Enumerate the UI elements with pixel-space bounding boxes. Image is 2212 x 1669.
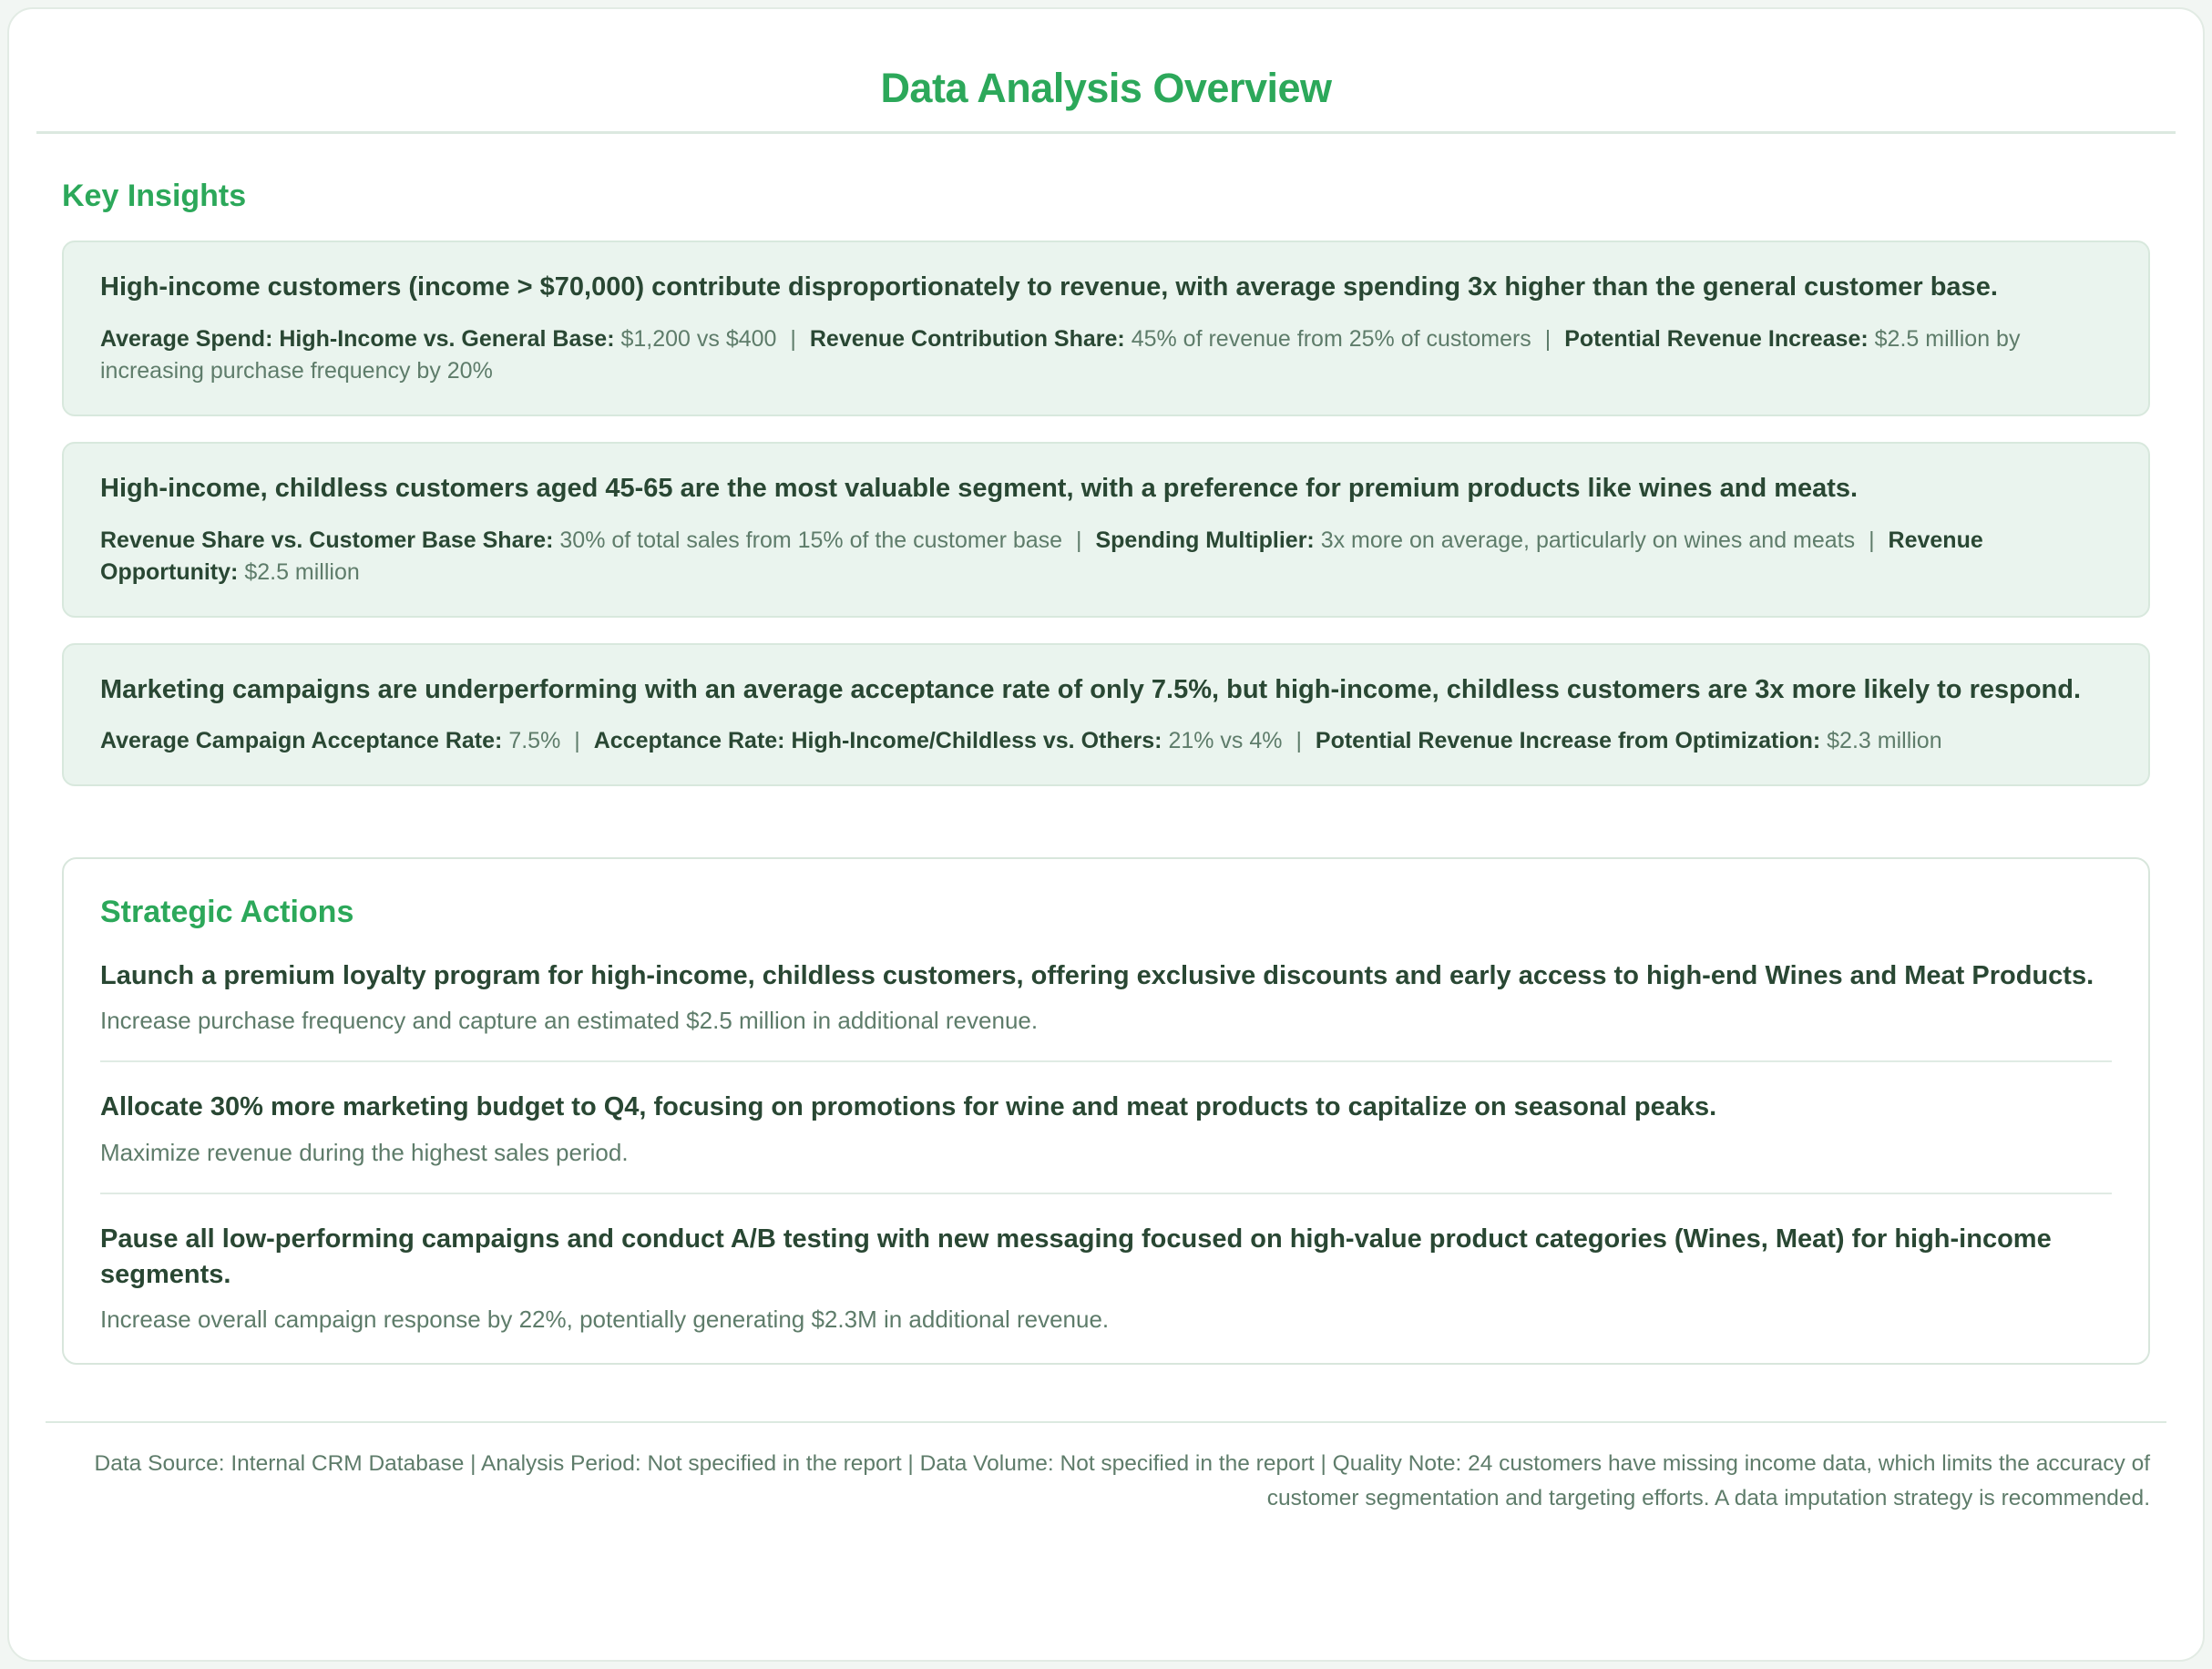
insight-title: High-income customers (income > $70,000) contribute disproportionately to revenue, with average spending 3x higher than the general customer base. bbox=[100, 271, 1998, 302]
metric-value: 21% vs 4% bbox=[1168, 728, 1283, 754]
metric-value: 7.5% bbox=[508, 728, 561, 754]
insight-metrics bbox=[100, 323, 2112, 387]
insight-card bbox=[62, 241, 2150, 416]
footer-note: Data Source: Internal CRM Database | Analysis Period: Not specified in the report | Data Volume: Not specified in the report | Quality Note: 24 customers have missing income data, which limits the accuracy of customer segmentation and targeting efforts. A data imputation strategy is recommended. bbox=[94, 1451, 2150, 1510]
metric-separator: | bbox=[790, 325, 796, 352]
action-impact: Increase overall campaign response by 22%, potentially generating $2.3M in additional revenue. bbox=[100, 1305, 1110, 1333]
metric-label: Average Campaign Acceptance Rate: bbox=[100, 728, 503, 754]
metric-label: Revenue Contribution Share: bbox=[809, 325, 1125, 352]
metric-label: Potential Revenue Increase: bbox=[1564, 325, 1869, 352]
insight-card bbox=[62, 643, 2150, 787]
metric-label: Spending Multiplier: bbox=[1095, 527, 1315, 553]
action-divider bbox=[100, 1193, 2112, 1194]
action-impact: Maximize revenue during the highest sales period. bbox=[100, 1138, 629, 1166]
key-insights-heading: Key Insights bbox=[62, 179, 247, 213]
action-item bbox=[100, 958, 2112, 1037]
strategic-actions-panel bbox=[62, 857, 2150, 1365]
action-item bbox=[100, 1222, 2112, 1336]
metric-value: 3x more on average, particularly on wines and meats bbox=[1320, 527, 1856, 553]
insight-card bbox=[62, 442, 2150, 618]
insight-metrics bbox=[100, 525, 2112, 589]
metric-value: $1,200 vs $400 bbox=[620, 325, 777, 352]
metric-label: Acceptance Rate: High-Income/Childless vs. Others: bbox=[593, 728, 1162, 754]
metric-value: $2.3 million bbox=[1827, 728, 1942, 754]
action-impact: Increase purchase frequency and capture an estimated $2.5 million in additional revenue. bbox=[100, 1007, 1039, 1035]
metric-separator: | bbox=[1869, 527, 1875, 553]
metric-label: Potential Revenue Increase from Optimization: bbox=[1315, 728, 1821, 754]
action-title: Launch a premium loyalty program for high-income, childless customers, offering exclusive discounts and early access to high-end Wines and Meat Products. bbox=[100, 961, 2094, 991]
metric-label: Revenue Share vs. Customer Base Share: bbox=[100, 527, 554, 553]
action-title: Pause all low-performing campaigns and conduct A/B testing with new messaging focused on high-value product categories (Wines, Meat) for high-income segments. bbox=[100, 1224, 2052, 1289]
metric-separator: | bbox=[1544, 325, 1551, 352]
metric-separator: | bbox=[574, 728, 580, 754]
metric-value: $2.5 million bbox=[244, 558, 360, 585]
insight-metrics bbox=[100, 725, 2112, 757]
metric-label: Average Spend: High-Income vs. General Base: bbox=[100, 325, 615, 352]
metric-value: $2.5 million by increasing purchase frequency by 20% bbox=[100, 325, 2021, 384]
footer-divider bbox=[46, 1421, 2166, 1423]
insight-title: Marketing campaigns are underperforming with an average acceptance rate of only 7.5%, but high-income, childless customers are 3x more likely to respond. bbox=[100, 674, 2082, 704]
metric-value: 45% of revenue from 25% of customers bbox=[1131, 325, 1531, 352]
insight-title: High-income, childless customers aged 45-65 are the most valuable segment, with a preference for premium products like wines and meats. bbox=[100, 473, 1859, 503]
metric-value: 30% of total sales from 15% of the customer base bbox=[559, 527, 1063, 553]
action-title: Allocate 30% more marketing budget to Q4, focusing on promotions for wine and meat products to capitalize on seasonal peaks. bbox=[100, 1092, 1717, 1122]
metric-separator: | bbox=[1295, 728, 1302, 754]
page-title: Data Analysis Overview bbox=[880, 65, 1332, 111]
report-card bbox=[7, 7, 2205, 1662]
metric-label: Revenue Opportunity: bbox=[100, 527, 1983, 585]
metric-separator: | bbox=[1076, 527, 1082, 553]
strategic-actions-heading: Strategic Actions bbox=[100, 895, 354, 930]
title-divider bbox=[36, 131, 2176, 134]
action-divider bbox=[100, 1060, 2112, 1062]
action-item bbox=[100, 1090, 2112, 1168]
